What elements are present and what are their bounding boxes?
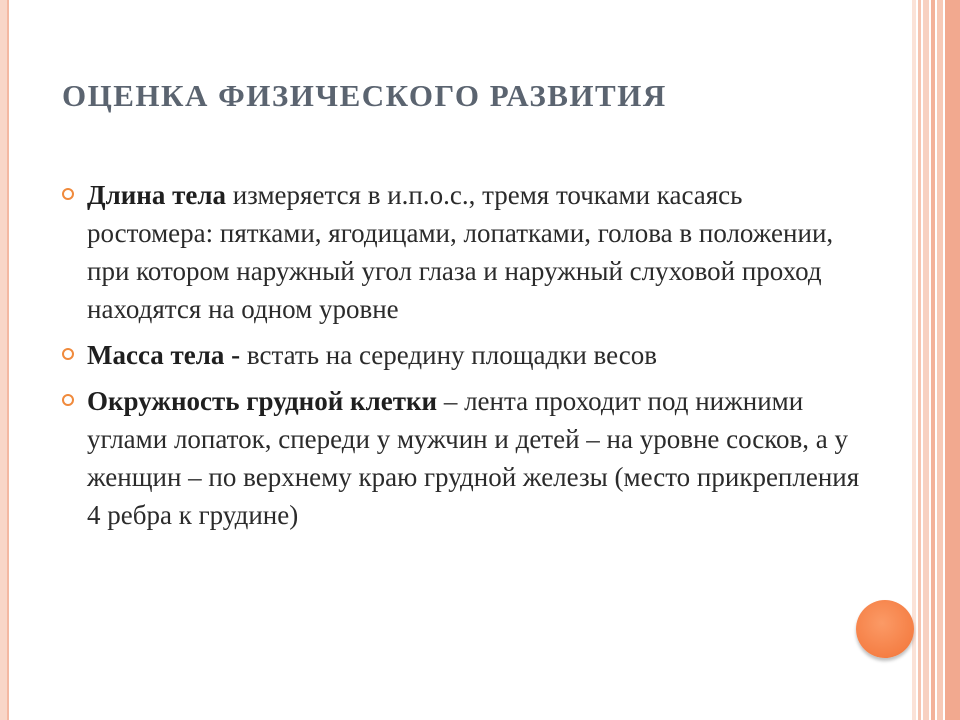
term-label: Окружность грудной клетки (87, 386, 438, 416)
right-stripe (937, 0, 943, 720)
right-stripe (918, 0, 921, 720)
right-stripe (923, 0, 929, 720)
term-label: Длина тела (87, 180, 226, 210)
slide-title: ОЦЕНКА ФИЗИЧЕСКОГО РАЗВИТИЯ (62, 78, 667, 113)
term-label: Масса тела - (87, 340, 241, 370)
right-stripe (945, 0, 960, 720)
list-item-body-mass (62, 336, 862, 374)
term-description: измеряется в и.п.о.с., тремя точками касаясь ростомера: пятками, ягодицами, лопатками, голова в положении, при котором наружный угол глаза и наружный слуховой проход находятся на одном уровне (87, 180, 834, 324)
right-stripe (912, 0, 916, 720)
orange-circle-icon (856, 600, 914, 658)
list-item-chest-circumference (62, 382, 862, 534)
left-border-decoration (0, 0, 9, 720)
term-description: – лента проходит под нижними углами лопаток, спереди у мужчин и детей – на уровне сосков, а у женщин – по верхнему краю грудной железы (место прикрепления 4 ребра к грудине) (87, 386, 860, 530)
right-stripe (931, 0, 935, 720)
circle-bullet-icon (62, 188, 74, 200)
circle-bullet-icon (62, 348, 74, 360)
bullet-list (62, 176, 862, 542)
list-item-body-length (62, 176, 862, 328)
circle-bullet-icon (62, 394, 74, 406)
term-description: встать на середину площадки весов (240, 340, 657, 370)
